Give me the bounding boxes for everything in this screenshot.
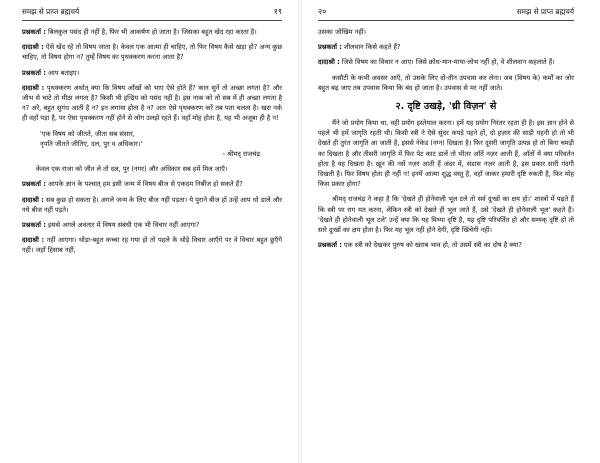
left-page-number: १९ bbox=[273, 7, 282, 16]
paragraph-text: आप बताइए। bbox=[45, 68, 80, 77]
paragraph bbox=[318, 27, 574, 37]
right-page-header bbox=[318, 6, 574, 21]
paragraph-text: श्रीमद् राजचंद्र ने कहा है कि 'देखते ही होनेवाली भूल टले तो सर्व दुःखों का क्षय हो।' शास्त्रों में पढ़ते हैं कि स्त्री पर राग मत करना, लेकिन स्त्री को देखते ही भूल जाते हैं, उसे 'देखते ही होनेवाली भूल' कहते हैं। 'देखते ही होनेवाली भूल टले' उन्हें क्या कि यह मिथ्या दृष्टि है, यह दृष्टि परिवर्तित हो और सम्यक् दृष्टि हो तो सारे दुःखों का क्षय होता है। फिर यह भूल नहीं होने देगी, दृष्टि खिंचेगी नहीं। bbox=[318, 195, 574, 235]
paragraph bbox=[22, 27, 282, 37]
paragraph-text: नहीं आएगा। थोड़ा-बहुत कच्चा रह गया हो तो पहले के थोड़े विचार आएँगे पर वे विचार बहुत छुएँगे नहीं। जहाँ हिसाब नहीं, bbox=[22, 236, 282, 255]
speaker-label: प्रश्नकर्ता : bbox=[22, 68, 46, 77]
left-header-title: समझ से प्राप्त ब्रह्मचर्य bbox=[22, 7, 80, 16]
verse-quote bbox=[40, 129, 282, 149]
paragraph bbox=[22, 220, 282, 230]
paragraph-text: केवल एक राजा को जीत ले तो दल, पुर (नगर) और अधिकार सब हमें मिल जाएँ। bbox=[36, 165, 228, 174]
paragraph bbox=[318, 73, 574, 93]
speaker-label: प्रश्नकर्ता : bbox=[22, 221, 46, 230]
paragraph-text: आपके ज्ञान के पश्चात् हम इसी जन्म में विषय बीज से एकदम निर्बीज हो सकते हैं? bbox=[45, 180, 243, 189]
right-header-title: समझ से प्राप्त ब्रह्मचर्य bbox=[516, 7, 574, 16]
paragraph-text: जिसे विषय का विचार न आए। जिसे क्रोध-मान-माया-लोभ नहीं हो, वे शीलवान कहलाते हैं। bbox=[339, 58, 555, 67]
speaker-label: दादाश्री : bbox=[22, 236, 45, 245]
paragraph bbox=[318, 57, 574, 67]
paragraph bbox=[22, 68, 282, 78]
speaker-label: प्रश्नकर्ता : bbox=[22, 28, 46, 36]
paragraph-text: इससे अगले अवतार में विषय संबंधी एक भी विचार नहीं आएगा? bbox=[45, 221, 200, 230]
paragraph bbox=[22, 195, 282, 215]
left-page-header bbox=[22, 6, 282, 21]
paragraph-text: बिलकुल पसंद ही नहीं है, फिर भी आकर्षण हो जाता है। जिसका बहुत खेद रहा करता है। bbox=[45, 28, 257, 36]
paragraph bbox=[22, 179, 282, 189]
verse-line: नृपति जीतते जीतिए, दल, पुर व अधिकार।' bbox=[40, 139, 143, 148]
paragraph-text: एक स्त्री को देखकर पुरुष को खराब भाव हो, तो उसमें स्त्री का दोष है क्या? bbox=[341, 241, 522, 250]
speaker-label: प्रश्नकर्ता : bbox=[318, 43, 342, 52]
section-heading: २. दृष्टि उखड़े, 'थ्री विज़न' से bbox=[395, 101, 497, 113]
speaker-label: प्रश्नकर्ता : bbox=[318, 241, 342, 250]
verse-line: 'एक विषय को जीतते, जीता सब संसार, bbox=[40, 129, 135, 138]
paragraph bbox=[22, 42, 282, 62]
paragraph bbox=[22, 164, 282, 174]
paragraph bbox=[318, 194, 574, 235]
paragraph-text: पृथक्करण अर्थात् क्या कि विषय आँखों को भाए ऐसे होते हैं? कान सुनें तो अच्छा लगता है? और जीभ से चाटे तो मीठा लगता है? किसी भी इन्द्रिय को पसंद नहीं है। इस नाक को तो सब में ही अच्छा लगता है न? अरे, बहुत सुगंध आती है न? इन लगाया होता है न? अतः ऐसे पृथक्करण करें तब पता चलता है। खरा नर्क ही वहाँ पड़ा है, पर ऐसा पृथक्करण नहीं होने से लोग उलझे रहते हैं। वहाँ मोह होता है, यह भी अजूबा ही है न! bbox=[22, 83, 282, 123]
verse-source: - श्रीमद् राजचंद्र bbox=[222, 150, 260, 159]
paragraph-text: सब कुछ हो सकता है। अगले जन्म के लिए बीज नहीं पड़ता। ये पुराने बीज हों उन्हें आप धो डालें और नये बीज नहीं पड़ते। bbox=[22, 195, 282, 214]
paragraph bbox=[318, 240, 574, 250]
paragraph-text: उसका जोखिम नहीं। bbox=[318, 28, 367, 36]
paragraph-text: शीलवान किसे कहते हैं? bbox=[341, 43, 401, 52]
right-page-number: २० bbox=[318, 7, 327, 16]
paragraph-text: कसौटी के कभी अवसर आएँ, तो उसके लिए दो-तीन उपवास कर लेना। जब (विषय के) कर्मों का जोर बहुत बढ़ जाए तब उपवास किया कि बंद हो जाता है। उपवास से मर नहीं जाते। bbox=[318, 73, 574, 92]
speaker-label: दादाश्री : bbox=[22, 83, 45, 92]
speaker-label: प्रश्नकर्ता : bbox=[22, 180, 46, 189]
paragraph bbox=[318, 42, 574, 52]
paragraph bbox=[22, 83, 282, 124]
paragraph bbox=[318, 118, 574, 189]
speaker-label: दादाश्री : bbox=[318, 58, 340, 67]
speaker-label: दादाश्री : bbox=[22, 43, 44, 52]
speaker-label: दादाश्री : bbox=[22, 195, 44, 204]
right-page bbox=[300, 0, 600, 463]
paragraph-text: ऐसे खेद रहे तो विषय जाता है। केवल एक आत्मा ही चाहिए, तो फिर विषय कैसे खड़ा हो? अन्य कुछ चाहिए, तो विषय होगा न? तुम्हें विषय का पृथक्करण करना आता है? bbox=[22, 43, 282, 62]
paragraph-text: मैंने जो प्रयोग किया था, वही प्रयोग इस्तेमाल करना। हमें यह प्रयोग निरंतर रहता ही है। इस ज्ञान होने से पहले भी हमें जागृति रहती थी। किसी स्त्री ने ऐसे सुंदर कपड़े पहने हों, दो हज़ार की साड़ी पहनी हो तो भी देखते ही तुरंत जागृति आ जाती है, इससे नेकेड (नग्न) दिखता है। फिर दूसरी जागृति उत्पन्न हो तो बिना चमड़ी का दिखता है और तीसरी जागृति में फिर पेट काट डालें तो भीतर आँतें नज़र आती हैं, आँतों में क्या परिवर्तन होता है वह दिखता है। खून की नसें नज़र आती हैं अंदर में, संडास नज़र आती है, इस प्रकार सारी गंदगी दिखती है। फिर विषय होता ही नहीं न! इनमें आत्मा शुद्ध वस्तु है, वहाँ जाकर हमारी दृष्टि रुकती है, फिर मोह किस प्रकार होगा? bbox=[318, 119, 574, 189]
paragraph bbox=[22, 235, 282, 255]
